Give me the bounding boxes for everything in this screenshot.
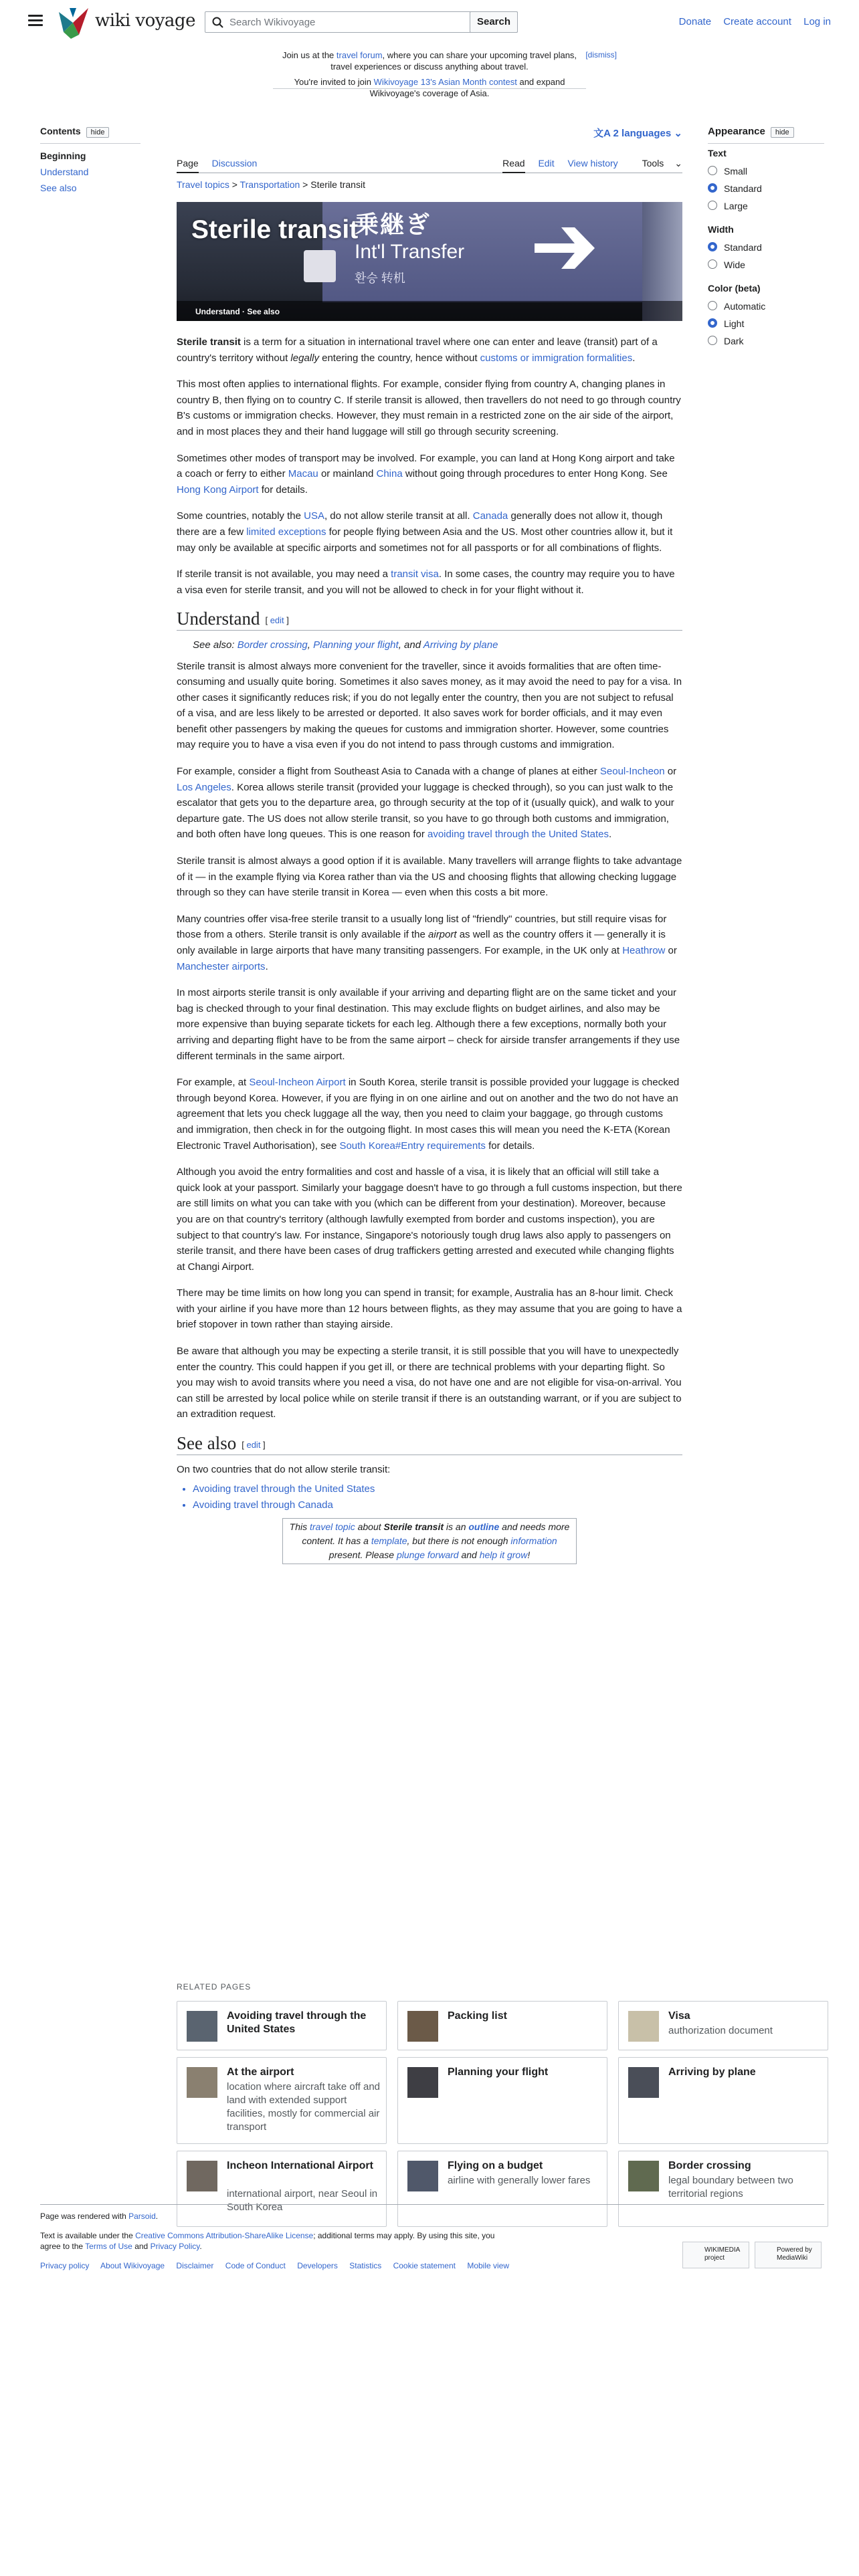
table-of-contents [40, 126, 140, 196]
notice-text: Join us at the [282, 50, 337, 60]
footer-link-developers[interactable]: Developers [297, 2261, 338, 2270]
radio-selected-icon [708, 242, 717, 251]
footer [40, 2204, 824, 2270]
list-item [193, 1481, 682, 1497]
notice-divider [273, 88, 586, 89]
text: present. Please [328, 1549, 397, 1561]
option-label: Small [724, 166, 748, 177]
paragraph: Sterile transit is almost always more convenient for the traveller, since it avoids formalities that are often time-consuming and usually quite boring. Sometimes it also saves money, as it may avoid the need to pay for a visa. In other cases it significantly reduces risk; if you do not legally enter the country, then you are not subject to refusal of a visa, and are less likely to be arrested or deported. It also saves work for border officials, and it may even benefit other passengers by making the queues for customs and immigration shorter. However, some countries may require you to have a visa even if you do not intend to pass through customs and immigration. [177, 660, 682, 751]
tab-read[interactable]: Read [502, 158, 524, 173]
text: for details. [258, 484, 308, 496]
paragraph: In most airports sterile transit is only available if your arriving and departing flight are on the same ticket and your bag is checked through to your final destination. This may exclude flights on budget airlines, and also may be more expensive than buying separate tickets for each leg. Although there a few exceptions, normally both your arriving and departing flight have to be from the same airport – check for airside transfer arrangements if they use different terminals in the same airport. [177, 987, 680, 1062]
contents-title: Contents [40, 126, 81, 136]
wikimedia-badge[interactable] [682, 2242, 749, 2268]
text-size-label: Text [708, 148, 727, 158]
toc-item-see-also[interactable]: See also [40, 183, 77, 193]
text: . [155, 2212, 159, 2221]
width-wide[interactable] [708, 256, 824, 274]
color-light[interactable] [708, 315, 824, 332]
paragraph [177, 508, 682, 556]
page-tabs [177, 154, 682, 173]
canada-link[interactable]: Canada [472, 510, 508, 522]
section-heading-understand [177, 611, 682, 631]
text: ; additional terms may apply. By using this site, you agree to the [40, 2231, 495, 2251]
footer-link-conduct[interactable]: Code of Conduct [225, 2261, 286, 2270]
create-account-link[interactable]: Create account [723, 16, 791, 27]
hong-kong-airport-link[interactable]: Hong Kong Airport [177, 484, 259, 496]
color-dark[interactable] [708, 332, 824, 350]
edit-label[interactable]: edit [246, 1440, 261, 1451]
breadcrumb-travel-topics[interactable]: Travel topics [177, 179, 229, 190]
article-body [177, 334, 682, 1564]
text: and [132, 2242, 151, 2251]
text: . [632, 352, 636, 364]
divider [708, 143, 824, 144]
paragraph: Although you avoid the entry formalities and cost and hassle of a visa, it is likely that an official will still take a quick look at your passport. Similarly your baggage doesn't have to go through a full customs inspection, but there are still limits on what you can take with you (which can be different from your destination). Moreover, because you are on that country's territory (although lawfully exempted from border and customs inspection), you are subject to that country's law. For instance, Singapore's notoriously tough drug laws also apply to passengers on sterile transit, and there have been cases of drug traffickers getting arrested and executed while changing flights at Changi Airport. [177, 1166, 682, 1273]
rendered-note [40, 2212, 824, 2221]
text: or [665, 945, 677, 956]
template-link[interactable]: template [371, 1535, 407, 1547]
paragraph: Be aware that although you may be expecting a sterile transit, it is still possible that you will have to unexpectedly enter the country. This could happen if you get ill, or there are technical problems with your departing flight. So you may wish to avoid transits where you need a visa, do not have one and are not eligible for visa-on-arrival. You can still be arrested by local police while on sterile transit if there is an outstanding warrant, or if you are subject to an extradition request. [177, 1346, 682, 1420]
card-thumbnail [187, 2161, 217, 2191]
planning-flight-link[interactable]: Planning your flight [313, 639, 399, 651]
card-thumbnail [407, 2011, 438, 2042]
information-link[interactable]: information [510, 1535, 557, 1547]
text: ! [527, 1549, 531, 1561]
text: For example, consider a flight from Southeast Asia to Canada with a change of planes at either [177, 766, 600, 778]
text: for people flying between Asia and the US. Most other countries allow it, but it may only be available at specific airports and sometimes not for all passports or for all combinations of flights. [177, 526, 673, 554]
list-item [193, 1497, 682, 1513]
width-standard[interactable] [708, 239, 824, 256]
breadcrumb: Travel topics > Transportation > Sterile transit [177, 179, 365, 190]
tab-page[interactable]: Page [177, 158, 199, 173]
asian-month-link[interactable]: Wikivoyage 13's Asian Month contest [373, 77, 517, 87]
airplane-icon [304, 250, 336, 282]
banner-sign-chinese: 환승 转机 [355, 272, 405, 285]
seoul-incheon-link[interactable]: Seoul-Incheon [599, 766, 665, 778]
chevron-down-icon: ⌄ [674, 158, 682, 169]
divider [40, 143, 140, 144]
related-card[interactable] [177, 2001, 387, 2050]
footer-link-disclaimer[interactable]: Disclaimer [176, 2261, 214, 2270]
tab-edit[interactable]: Edit [538, 158, 555, 169]
notice-text: , where you can share your upcoming travel plans, travel experiences or discuss anything about travel. [330, 50, 577, 72]
avoiding-us-list-link[interactable]: Avoiding travel through the United States [193, 1483, 375, 1495]
tab-discussion[interactable]: Discussion [211, 158, 258, 169]
los-angeles-link[interactable]: Los Angeles [177, 781, 231, 793]
card-title: Arriving by plane [668, 2066, 756, 2078]
banner-sign-transfer: Int'l Transfer [355, 241, 465, 263]
radio-selected-icon [708, 318, 717, 328]
language-button[interactable] [593, 126, 682, 140]
text: See also: [193, 639, 237, 651]
badge-text: Powered by MediaWiki [777, 2246, 812, 2262]
manchester-link[interactable]: Manchester airports [177, 960, 266, 972]
tab-tools[interactable] [632, 158, 682, 176]
text: This [289, 1521, 310, 1533]
tools-label: Tools [642, 158, 664, 169]
edit-label[interactable]: edit [270, 615, 284, 626]
breadcrumb-current: Sterile transit [310, 179, 365, 190]
search-icon [212, 17, 224, 29]
breadcrumb-transportation[interactable]: Transportation [240, 179, 300, 190]
text: about [355, 1521, 384, 1533]
card-thumbnail [187, 2011, 217, 2042]
card-title: Planning your flight [448, 2066, 549, 2078]
option-label: Standard [724, 183, 762, 194]
paragraph [177, 1075, 682, 1154]
width-label: Width [708, 224, 734, 235]
italic-text: legally [290, 352, 319, 364]
paragraph [177, 451, 682, 498]
see-also-hatnote [193, 637, 682, 653]
card-title: Avoiding travel through the United States [227, 2010, 367, 2035]
card-title: Visa [668, 2010, 690, 2022]
page-banner [177, 202, 682, 321]
chevron-down-icon: ⌄ [671, 128, 682, 139]
radio-icon [708, 201, 717, 210]
paragraph: There may be time limits on how long you can spend in transit; for example, Australia has an 8-hour limit. Check with your airline if you have more than 12 hours between flights, as they may assume that you are going to have a brief stopover in town rather than staying airside. [177, 1287, 682, 1331]
header [0, 0, 859, 47]
search-input[interactable]: Search Wikivoyage [229, 17, 316, 28]
heathrow-link[interactable]: Heathrow [622, 945, 666, 956]
china-link[interactable]: China [376, 468, 403, 480]
paragraph [177, 764, 682, 843]
card-thumbnail [628, 2161, 659, 2191]
notice-text: You're invited to join [294, 77, 374, 87]
toc-item-understand[interactable]: Understand [40, 167, 89, 177]
card-description: location where aircraft take off and land with extended support facilities, mostly for commercial air transport [227, 2081, 381, 2133]
text: , do not allow sterile transit at all. [324, 510, 473, 522]
option-label: Wide [724, 259, 745, 270]
banner-section-links[interactable]: Understand · See also [195, 307, 280, 316]
search-button[interactable]: Search [470, 11, 518, 33]
notice-line-2 [273, 76, 586, 99]
notice-text: and expand Wikivoyage's coverage of Asia. [369, 77, 565, 98]
donate-link[interactable]: Donate [678, 16, 712, 27]
footer-link-about[interactable]: About Wikivoyage [100, 2261, 165, 2270]
text: or [664, 766, 677, 778]
related-pages [177, 1982, 828, 2213]
card-title: At the airport [227, 2066, 294, 2078]
text: and needs more content. It has a [302, 1521, 570, 1547]
text: is a term for a situation in international travel where one can enter and leave (transit) part of a country's territory without [177, 336, 658, 364]
language-count: 2 languages [613, 128, 672, 139]
license-note [40, 2230, 508, 2252]
south-korea-entry-link[interactable]: South Korea#Entry requirements [339, 1140, 486, 1152]
text-size-small[interactable] [708, 163, 824, 180]
contents-hide-button[interactable]: hide [86, 127, 110, 138]
customs-link[interactable]: customs or immigration formalities [480, 352, 633, 364]
text: , and [398, 639, 423, 651]
card-description: airline with generally lower fares [448, 2175, 591, 2186]
card-thumbnail [407, 2161, 438, 2191]
wordmark[interactable]: wiki voyage [95, 11, 195, 31]
text: as well as the country offers it — generally it is only available in large airports that have many transiting passengers. For example, in the UK only at [177, 929, 666, 956]
card-title: Packing list [448, 2010, 507, 2022]
tab-view-history[interactable]: View history [567, 158, 618, 169]
paragraph: Sterile transit is almost always a good option if it is available. Many travellers will arrange flights to take advantage of it — in the example flying via Korea rather than via the US and choosing flights that allowing checking luggage through so they can have sterile transit in Korea — even when this costs a bit more. [177, 855, 682, 899]
text: , but there is not enough [407, 1535, 511, 1547]
text: Many countries offer visa-free sterile transit to a usually long list of "friendly" countries, but still require visas for those from a others. Sterile transit is only available if the [177, 913, 667, 941]
appearance-title: Appearance [708, 126, 765, 137]
see-also-intro: On two countries that do not allow sterile transit: [177, 1463, 391, 1475]
paragraph [177, 334, 682, 366]
paragraph [177, 911, 682, 974]
avoiding-canada-list-link[interactable]: Avoiding travel through Canada [193, 1499, 333, 1511]
related-card[interactable] [397, 2001, 607, 2050]
text: in South Korea, sterile transit is possible provided your luggage is checked through beyond Korea. However, if you are flying in on one airline and out on another and the two do not have an agreement that lets you check luggage all the way, then you need to claim your baggage, go through customs and immigration, then check in for the outgoing flight. In most cases this will mean you need the K-ETA (Korean Electronic Travel Authorisation), see [177, 1077, 680, 1152]
appearance-hide-button[interactable]: hide [771, 127, 794, 138]
menu-icon[interactable] [28, 15, 43, 27]
parsoid-link[interactable]: Parsoid [128, 2212, 156, 2221]
radio-icon [708, 259, 717, 269]
text: If sterile transit is not available, you may need a [177, 568, 391, 580]
bold-term: Sterile transit [177, 336, 241, 348]
text: . Korea allows sterile transit (provided your luggage is checked through), so you can just walk to the escalator that gets you to the departure area, go through security at the top of it (usually quick), and walk to your departure gate. The US does not allow sterile transit, so you have to go through both customs and immigration, and both often have long queues. This is one reason for [177, 781, 674, 841]
card-thumbnail [187, 2067, 217, 2098]
footer-divider [40, 2204, 824, 2205]
card-description: legal boundary between two territorial regions [668, 2175, 793, 2199]
related-card[interactable] [177, 2057, 387, 2144]
text: . [199, 2242, 202, 2251]
color-label: Color (beta) [708, 283, 761, 294]
wikivoyage-logo[interactable] [55, 5, 91, 40]
usa-link[interactable]: USA [304, 510, 324, 522]
outline-link[interactable]: outline [468, 1521, 500, 1533]
footer-link-mobile-view[interactable]: Mobile view [467, 2261, 510, 2270]
user-links [670, 16, 831, 27]
seoul-incheon-airport-link[interactable]: Seoul-Incheon Airport [249, 1077, 346, 1089]
color-automatic[interactable] [708, 298, 824, 315]
page-title: Sterile transit [191, 215, 359, 244]
mediawiki-badge[interactable] [755, 2242, 822, 2268]
text: for details. [485, 1140, 535, 1152]
option-label: Standard [724, 242, 762, 253]
card-thumbnail [628, 2011, 659, 2042]
radio-icon [708, 301, 717, 310]
related-card[interactable] [618, 2001, 828, 2050]
option-label: Light [724, 318, 745, 329]
travel-topic-link[interactable]: travel topic [310, 1521, 355, 1533]
related-card[interactable] [618, 2057, 828, 2144]
text: . [265, 960, 268, 972]
arrow-right-icon [531, 218, 598, 278]
macau-link[interactable]: Macau [288, 468, 318, 480]
text: Text is available under the [40, 2231, 136, 2240]
search-box[interactable] [205, 11, 518, 33]
paragraph: This most often applies to international flights. For example, consider flying from country A, changing planes in country B, then flying on to country C. If sterile transit is allowed, then travellers do not need to go through country B's customs or immigration checks. However, they must remain in a restricted zone on the air side of the airport, and in most places they and their hand luggage will still go through security screening. [177, 379, 681, 437]
footer-link-cookies[interactable]: Cookie statement [393, 2261, 456, 2270]
toc-item-beginning[interactable]: Beginning [40, 150, 86, 161]
see-also-list [177, 1481, 682, 1513]
text: Page was rendered with [40, 2212, 129, 2221]
banner-sign-kanji: 乗継ぎ [355, 211, 432, 238]
text: For example, at [177, 1077, 250, 1089]
text: , [307, 639, 314, 651]
heading-text: See also [177, 1433, 237, 1454]
option-label: Dark [724, 336, 744, 346]
license-link[interactable]: Creative Commons Attribution-ShareAlike License [135, 2231, 314, 2240]
text: entering the country, hence without [318, 352, 480, 364]
text-size-standard[interactable] [708, 180, 824, 197]
radio-icon [708, 336, 717, 345]
arriving-by-plane-link[interactable]: Arriving by plane [423, 639, 498, 651]
card-thumbnail [407, 2067, 438, 2098]
text-size-large[interactable] [708, 197, 824, 215]
card-title: Flying on a budget [448, 2160, 543, 2171]
travel-forum-link[interactable]: travel forum [336, 50, 383, 60]
footer-link-privacy[interactable]: Privacy policy [40, 2261, 90, 2270]
text: . [609, 829, 612, 841]
site-notice [273, 49, 617, 99]
edit-section-link[interactable]: [ edit ] [265, 615, 289, 626]
card-description: authorization document [668, 2025, 773, 2036]
related-card[interactable] [397, 2057, 607, 2144]
radio-icon [708, 166, 717, 175]
italic-text: airport [428, 929, 457, 941]
text: and [458, 1549, 480, 1561]
card-description: international airport, near Seoul in South Korea [227, 2188, 378, 2213]
heading-text: Understand [177, 609, 260, 629]
text: Sometimes other modes of transport may be involved. For example, you can land at Hong Kong airport and take a coach or ferry to either [177, 452, 675, 480]
terms-link[interactable]: Terms of Use [85, 2242, 132, 2251]
badge-text: WIKIMEDIA project [704, 2246, 740, 2262]
paragraph [177, 566, 682, 598]
plunge-forward-link[interactable]: plunge forward [396, 1549, 459, 1561]
option-label: Automatic [724, 301, 766, 312]
section-heading-see-also [177, 1433, 682, 1455]
outline-notice [282, 1518, 577, 1564]
bold-term: Sterile transit [383, 1521, 444, 1533]
edit-section-link[interactable]: [ edit ] [242, 1440, 266, 1451]
login-link[interactable]: Log in [803, 16, 831, 27]
text: is an [444, 1521, 469, 1533]
dismiss-link[interactable]: [dismiss] [585, 50, 617, 60]
privacy-link[interactable]: Privacy Policy [150, 2242, 200, 2251]
footer-link-statistics[interactable]: Statistics [349, 2261, 382, 2270]
help-it-grow-link[interactable]: help it grow [479, 1549, 528, 1561]
text: . In some cases, the country may require you to have a visa even for sterile transit, and you will not be allowed to check in for your flight without it. [177, 568, 675, 596]
appearance-panel [708, 126, 824, 350]
language-icon: 文A [593, 128, 613, 139]
transit-visa-link[interactable]: transit visa [391, 568, 439, 580]
option-label: Large [724, 201, 748, 211]
text: generally does not allow it, though there are a few [177, 510, 663, 538]
text: Some countries, notably the [177, 510, 304, 522]
card-title: Border crossing [668, 2160, 751, 2171]
border-crossing-link[interactable]: Border crossing [237, 639, 308, 651]
notice-line-1 [273, 49, 586, 72]
card-thumbnail [628, 2067, 659, 2098]
text: or mainland [318, 468, 377, 480]
limited-exceptions-link[interactable]: limited exceptions [246, 526, 326, 538]
text: without going through procedures to enter Hong Kong. See [402, 468, 668, 480]
card-title: Incheon International Airport [227, 2160, 373, 2171]
related-header: RELATED PAGES [177, 1982, 252, 1992]
avoiding-us-link[interactable]: avoiding travel through the United States [427, 829, 609, 841]
radio-selected-icon [708, 183, 717, 193]
